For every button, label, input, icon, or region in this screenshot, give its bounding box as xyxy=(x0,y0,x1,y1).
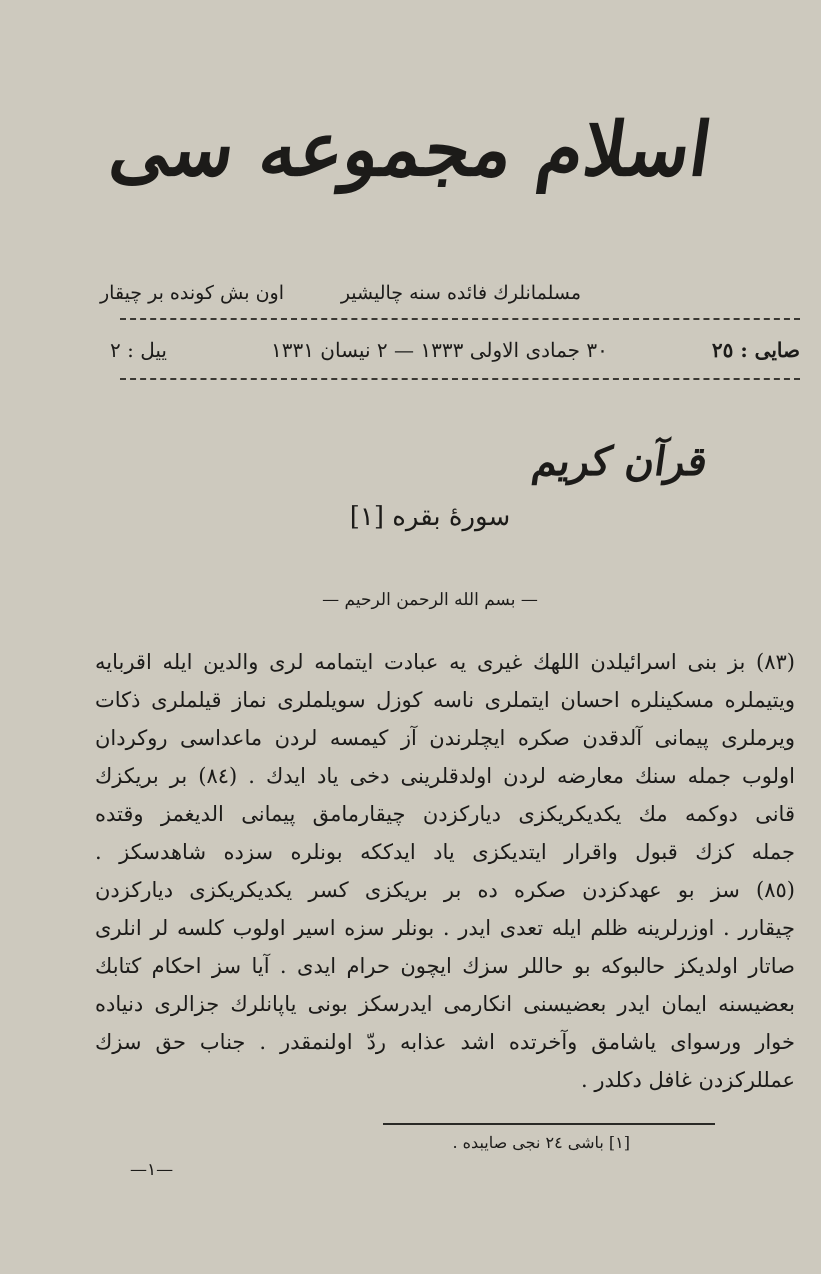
footnote: [١] باشى ٢٤ نجى صايبده . xyxy=(452,1133,630,1152)
volume-year: ييل : ٢ xyxy=(110,338,167,362)
page-number: —١— xyxy=(130,1160,174,1180)
body-line: جمله كزك قبول واقرار ايتديكزى ياد ايدككه بونلره سزده شاهدسكز . xyxy=(95,840,795,864)
besmele: — بسم الله الرحمن الرحيم — xyxy=(322,590,538,610)
header-divider-top xyxy=(120,318,800,320)
body-line: (٨٥) سز بو عهدكزدن صكره ده بر بريكزى كسر يكديكريكزى دياركزدن xyxy=(95,878,795,902)
footnote-divider xyxy=(383,1123,715,1125)
header-divider-bottom xyxy=(120,378,800,380)
issue-number: صايى : ٢٥ xyxy=(711,338,800,362)
date-row xyxy=(110,338,800,362)
body-line: قانى دوكمه مك يكديكريكزى دياركزدن چيقارمامق پيمانى الديغمز وقتده xyxy=(95,802,795,826)
header-row xyxy=(100,282,581,304)
body-line: بعضيسنه ايمان ايدر بعضيسنى انكارمى ايدرسكز بونى ياپانلرك جزالرى دنياده xyxy=(95,992,795,1016)
body-line: ويتيملره مسكينلره احسان ايتملرى ناسه كوزل سويلملرى نماز قيلملرى ذكات xyxy=(95,688,795,712)
body-line: چيقارر . اوزرلرينه ظلم ايله تعدى ايدر . بونلر سزه اسير اولوب كلسه لر انلرى xyxy=(95,916,795,940)
sura-title: سورهٔ بقره [١] xyxy=(349,502,511,532)
header-motto: مسلمانلرك فائده سنه چاليشير xyxy=(340,282,581,304)
body-line: اولوب جمله سنك معارضه لردن اولدقلرينى دخى ياد ايدك . (٨٤) بر بريكزك xyxy=(95,764,795,788)
body-line: عمللركزدن غافل دكلدر . xyxy=(580,1068,795,1092)
body-line: ويرملرى پيمانى آلدقدن صكره ايچلرندن آز كيمسه لردن ماعداسى روكردان xyxy=(95,726,795,750)
body-line: خوار ورسواى ياشامق وآخرتده اشد عذابه ردّ اولنمقدر . جناب حق سزك xyxy=(95,1030,795,1054)
masthead-title: اسلام مجموعه سی xyxy=(104,107,717,193)
body-line: (٨٣) بز بنى اسرائيلدن اللهك غيرى يه عبادت ايتمامه لرى والدين ايله اقربايه xyxy=(95,650,795,674)
header-frequency: اون بش كونده بر چيقار xyxy=(100,282,284,304)
section-title: قرآن كريم xyxy=(529,438,711,485)
issue-date: ٣٠ جمادى الاولى ١٣٣٣ — ٢ نيسان ١٣٣١ xyxy=(270,338,608,362)
body-line: صاتار اولديكز حالبوكه بو حاللر سزك ايچون حرام ايدى . آيا سز احكام كتابك xyxy=(95,954,795,978)
